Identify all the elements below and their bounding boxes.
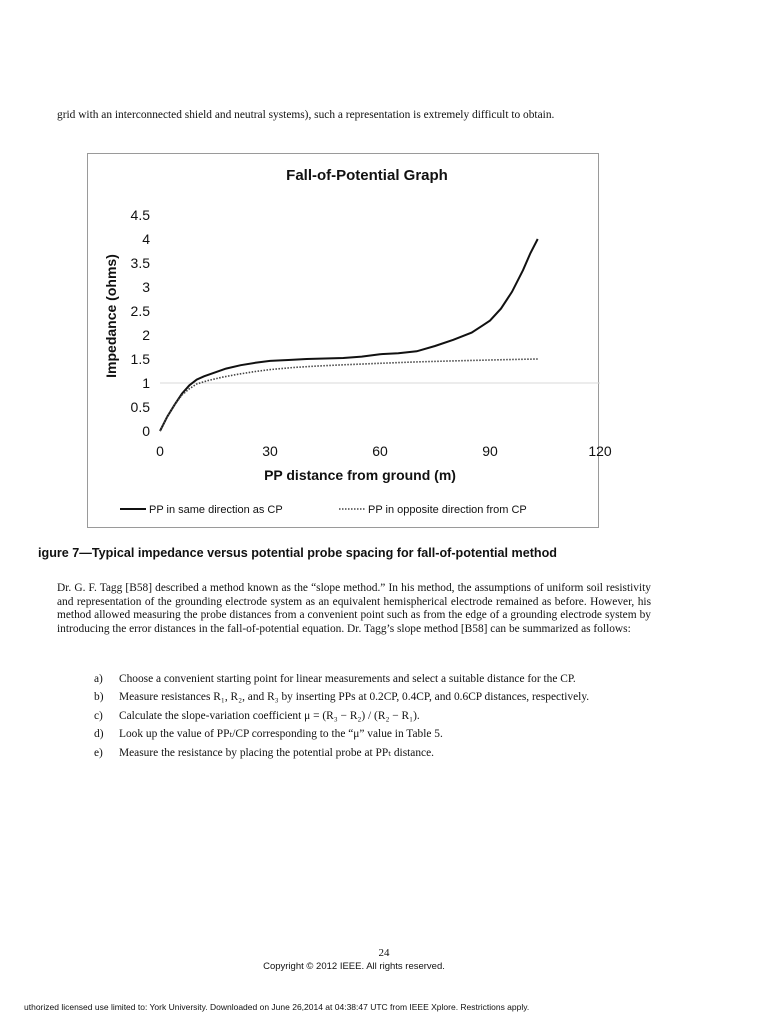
step-item [57,710,651,723]
x-tick-label: 30 [262,443,278,459]
legend-label: PP in same direction as CP [149,504,283,516]
y-tick-label: 4 [142,231,150,247]
figure-caption: igure 7—Typical impedance versus potential probe spacing for fall-of-potential method [38,546,557,560]
step-letter: e) [94,746,103,759]
x-tick-label: 0 [156,443,164,459]
step-text: Choose a convenient starting point for linear measurements and select a suitable distance for the CP. [119,673,576,685]
step-letter: b) [94,691,104,704]
y-tick-label: 2.5 [130,303,150,319]
y-tick-labels [131,207,151,439]
series-line [160,359,538,431]
x-axis-label: PP distance from ground (m) [264,467,456,483]
step-item [57,747,651,760]
x-tick-labels [156,443,612,459]
step-item [57,728,651,741]
y-tick-label: 4.5 [130,207,150,223]
y-tick-label: 1 [142,375,150,391]
x-tick-label: 120 [588,443,612,459]
copyright-notice: Copyright © 2012 IEEE. All rights reserved. [263,961,445,972]
step-letter: d) [94,728,104,741]
chart-series [160,239,538,431]
x-tick-label: 90 [482,443,498,459]
top-paragraph: grid with an interconnected shield and neutral systems), such a representation is extremely difficult to obtain. [57,109,555,121]
step-text: Look up the value of PPₜ/CP corresponding to the “μ” value in Table 5. [119,728,443,741]
series-line [160,239,538,431]
step-text: Calculate the slope-variation coefficient μ = (R₃ − R₂) / (R₂ − R₁). [119,709,420,722]
step-letter: a) [94,673,103,685]
steps-list [57,673,651,765]
y-tick-label: 0.5 [130,399,150,415]
step-item [57,673,651,686]
step-item [57,691,651,704]
page-number: 24 [378,947,390,959]
main-paragraph: Dr. G. F. Tagg [B58] described a method known as the “slope method.” In his method, the assumptions of uniform soil resistivity and representation of the grounding electrode system as an equivalent hemispherical electrode remained as before. However, his method allowed measuring the probe distances from a convenient point such as from the edge of a grounding electrode system by introducing the error distances in the fall-of-potential equation. Dr. Tagg’s slope method [B58] can be summarized as follows: [57,582,651,635]
chart-title: Fall-of-Potential Graph [286,167,448,184]
license-notice: uthorized licensed use limited to: York University. Downloaded on June 26,2014 at 04:38:47 UTC from IEEE Xplore. Restrictions apply. [24,1002,530,1012]
y-axis-label: Impedance (ohms) [103,254,119,378]
legend-label: PP in opposite direction from CP [368,504,527,516]
y-tick-label: 1.5 [130,351,150,367]
chart-svg [88,154,612,527]
figure-chart [87,153,612,528]
x-tick-label: 60 [372,443,388,459]
chart-legend [120,504,527,516]
step-text: Measure the resistance by placing the potential probe at PPₜ distance. [119,746,435,759]
step-text: Measure resistances R₁, R₂, and R₃ by inserting PPs at 0.2CP, 0.4CP, and 0.6CP distances, respectively. [119,691,590,704]
y-tick-label: 0 [142,423,150,439]
y-tick-label: 3 [142,279,150,295]
step-letter: c) [94,709,103,722]
y-tick-label: 3.5 [130,255,150,271]
y-tick-label: 2 [142,327,150,343]
